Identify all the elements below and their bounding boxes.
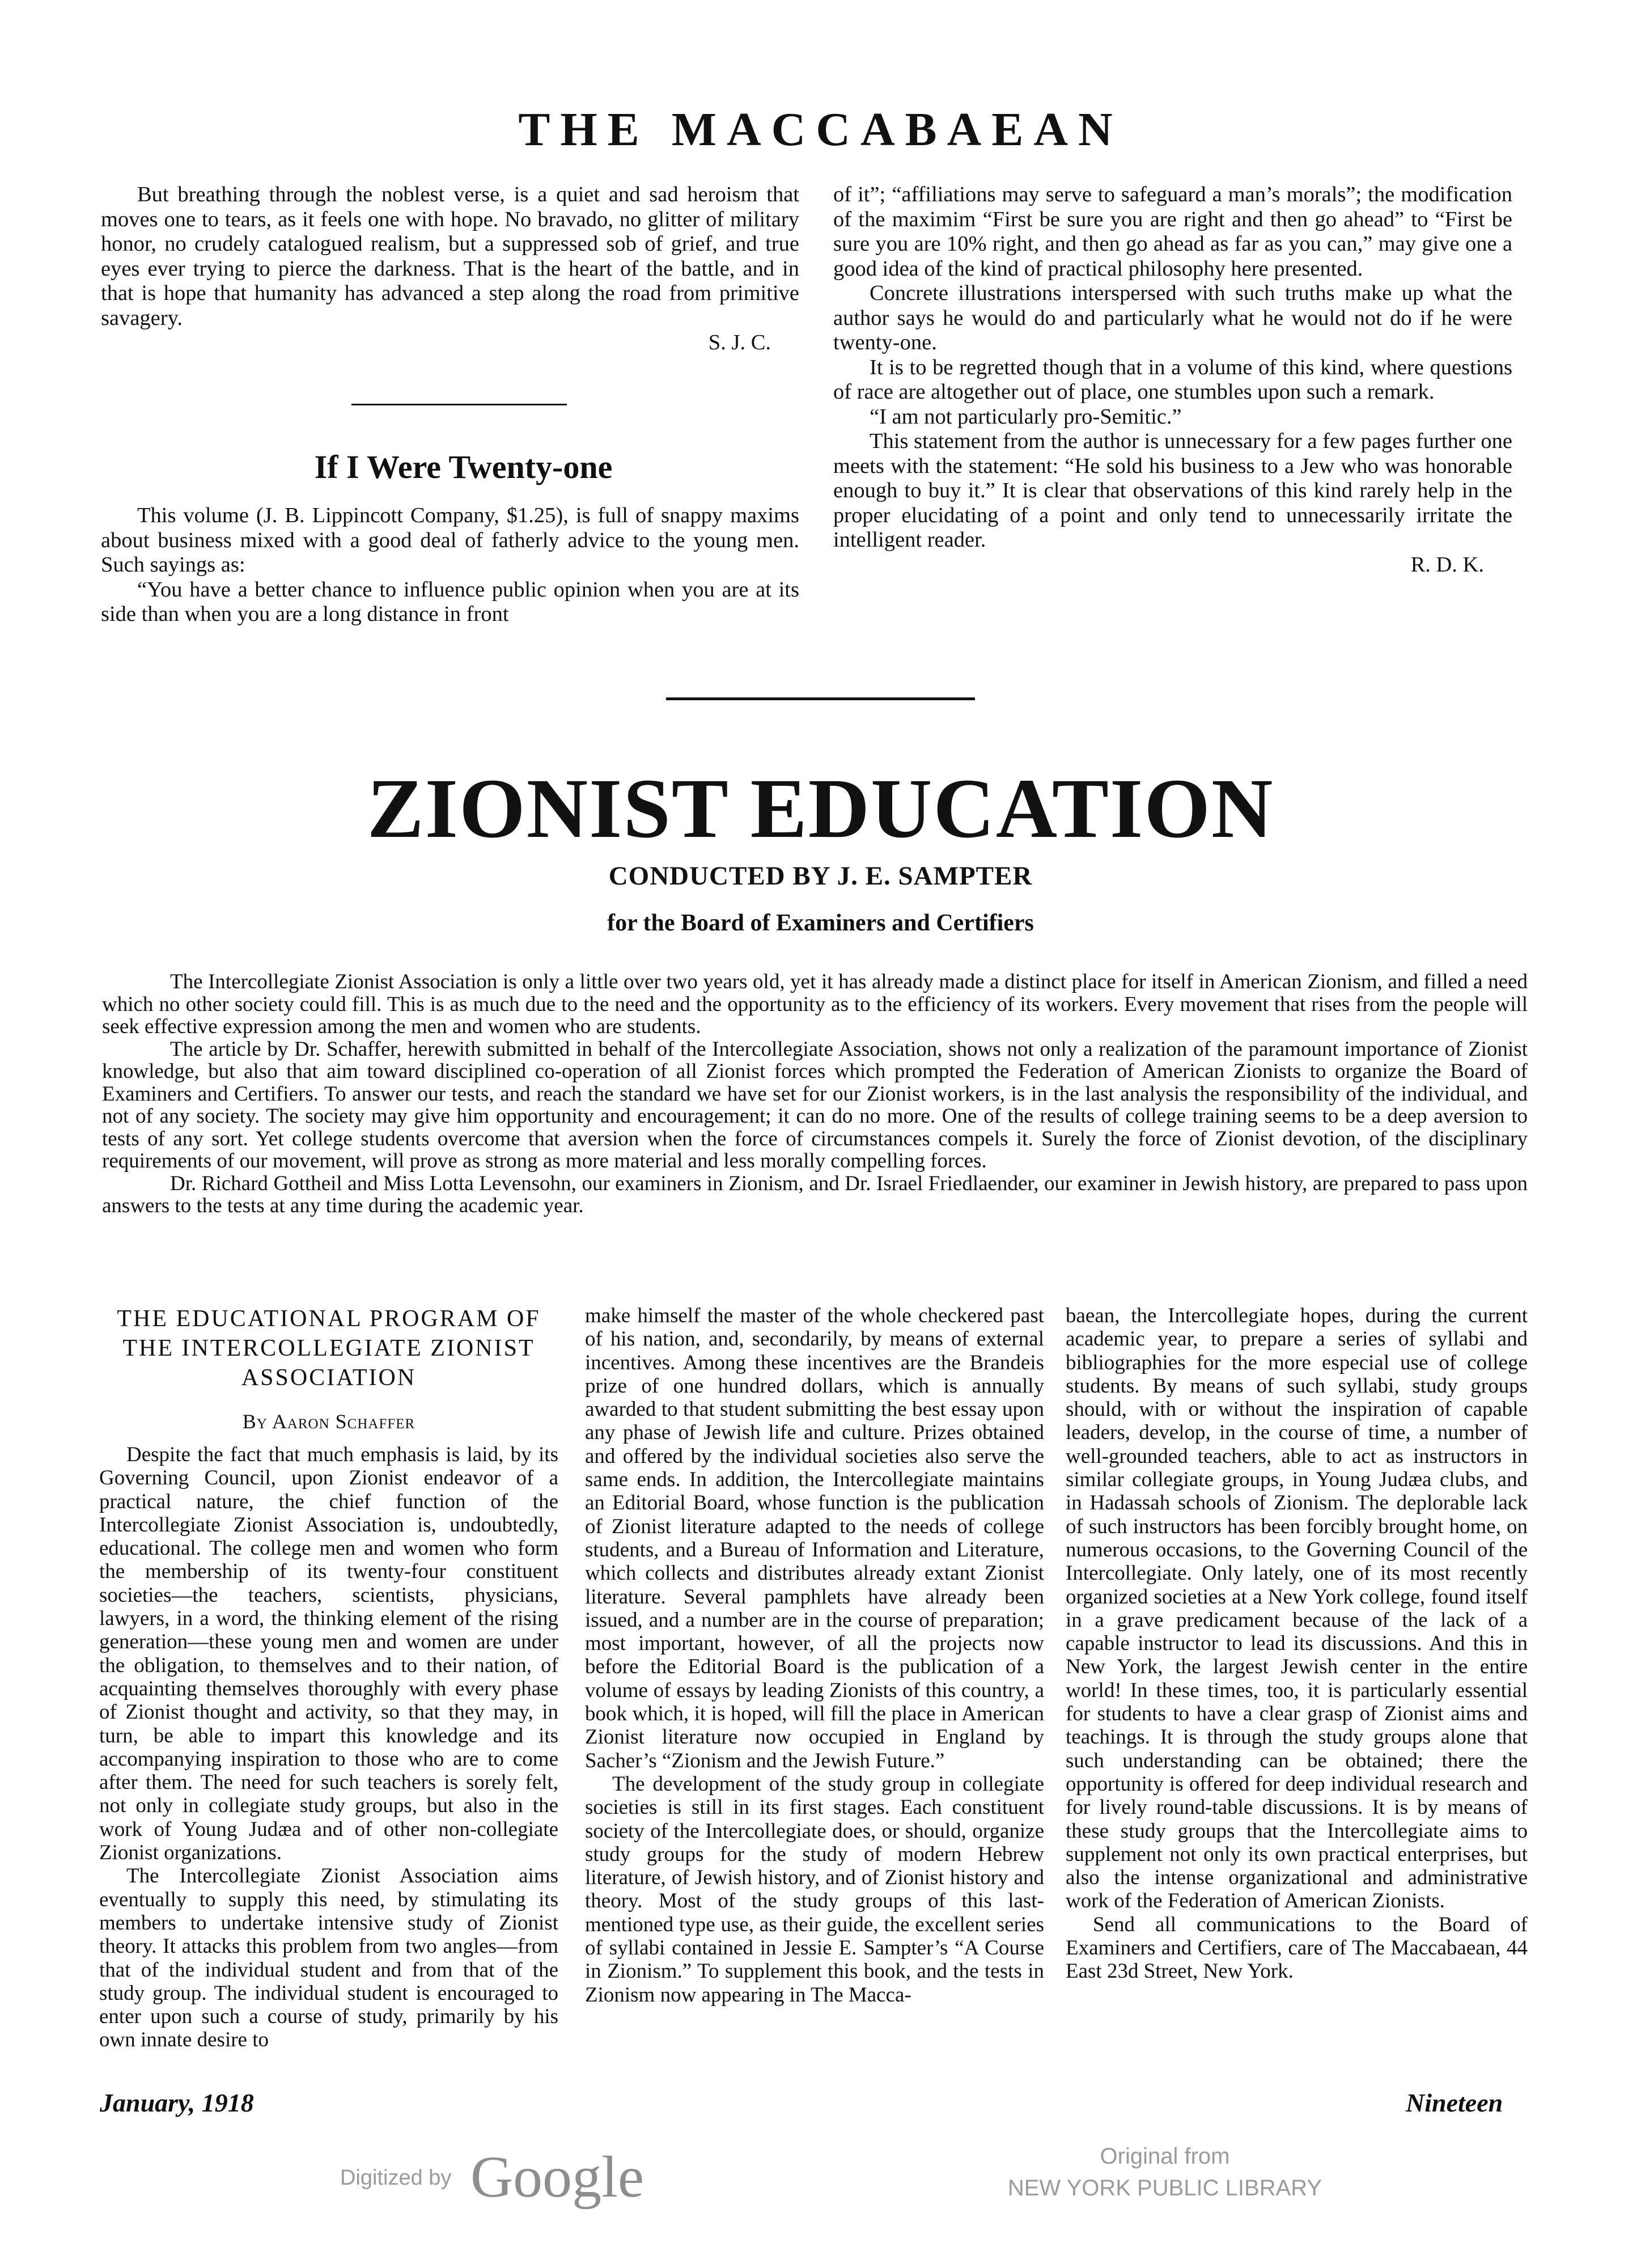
library-credit-line: NEW YORK PUBLIC LIBRARY xyxy=(1007,2176,1322,2201)
article-paragraph: Despite the fact that much emphasis is laid, by its Governing Council, upon Zionist endeavor of a practical nature, the chief function of the Intercollegiate Zionist Association is, undoubtedly, educational. The college men and women who form the membership of its twenty-four constituent societies—the teachers, scientists, physicians, lawyers, in a word, the thinking element of the rising generation—these young men and women are under the obligation, to themselves and to their nation, of acquainting themselves thoroughly with every phase of Zionist thought and activity, so that they may, in turn, be able to impart this knowledge and its accompanying inspiration to those who are to come after them. The need for such teachers is sorely felt, not only in collegiate study groups, but also in the work of Young Judæa and of other non-collegiate Zionist organizations. xyxy=(99,1443,558,1865)
review-two-right-paragraph: This statement from the author is unnecessary for a few pages further one meets with the statement: “He sold his business to a Jew who was honorable enough to buy it.” It is clear that observations of this kind rarely help in the proper elucidating of a point and only tend to unnecessarily irritate the intelligent reader. xyxy=(833,429,1512,552)
divider-short xyxy=(351,404,567,405)
review-two-left-paragraph: This volume (J. B. Lippincott Company, $1.25), is full of snappy maxims about business mixed with a good deal of fatherly advice to the young men. Such sayings as: xyxy=(101,503,799,577)
review-two-signature: R. D. K. xyxy=(1410,552,1484,577)
footer-date: January, 1918 xyxy=(100,2088,254,2117)
library-credit xyxy=(986,2140,1343,2204)
intro-paragraph: The article by Dr. Schaffer, herewith submitted in behalf of the Intercollegiate Association, shows not only a realization of the paramount importance of Zionist knowledge, but also that aim toward disciplined co-operation of all Zionist forces which prompted the Federation of American Zionists to organize the Board of Examiners and Certifiers. To answer our tests, and reach the standard we have set for our Zionist workers, is in the last analysis the responsibility of the individual, and not of any society. The society may give him opportunity and encouragement; it can do no more. One of the results of college training seems to be a deep aversion to tests of any sort. Yet college students overcome that aversion when the force of circumstances compels it. Surely the force of Zionist devotion, of the disciplinary requirements of our movement, will prove as strong as more material and less morally compelling forces. xyxy=(102,1037,1528,1173)
intro-paragraph: The Intercollegiate Zionist Association is only a little over two years old, yet it has already made a distinct place for itself in American Zionism, and filled a need which no other society could fill. This is as much due to the need and the opportunity as to the efficiency of its workers. Every movement that rises from the people will seek effective expression among the men and women who are students. xyxy=(102,970,1528,1038)
article-column-3 xyxy=(1066,1304,1528,1983)
review-two-right xyxy=(833,183,1512,577)
review-two-left xyxy=(101,503,799,627)
article-paragraph: The development of the study group in collegiate societies is still in its first stages. Each constituent society of the Intercollegiate does, or should, organize study groups for the study of modern Hebrew literature, of Jewish history, and of Zionist history and theory. Most of the study groups of this last-mentioned type use, as their guide, the excellent series of syllabi contained in Jessie E. Sampter’s “A Course in Zionism.” To supplement this book, and the tests in Zionism now appearing in The Macca- xyxy=(585,1772,1044,2007)
review-one xyxy=(101,183,799,356)
article-title-line: ASSOCIATION xyxy=(241,1365,417,1391)
review-two-right-paragraph: Concrete illustrations interspersed with such truths make up what the author says he would do and particularly what he would not do if he were twenty-one. xyxy=(833,281,1512,354)
section-intro xyxy=(102,971,1528,1217)
article-paragraph: baean, the Intercollegiate hopes, during the current academic year, to prepare a series of syllabi and bibliographies for the more especial use of college students. By means of such syllabi, study groups should, with or without the inspiration of capable leaders, develop, in the course of time, a number of well-grounded teachers, able to act as instructors in similar collegiate groups, in Young Judæa clubs, and in Hadassah schools of Zionism. The deplorable lack of such instructors has been forcibly brought home, on numerous occasions, to the Governing Council of the Intercollegiate. Only lately, one of its most recently organized societies at a New York college, found itself in a grave predicament because of the lack of a capable instructor to lead its discussions. And this in New York, the largest Jewish center in the entire world! In these times, too, it is particularly essential for students to have a clear grasp of Zionist aims and teachings. It is through the study groups alone that such understanding can be obtained; there the opportunity is offered for deep individual research and for lively round-table discussions. It is by means of these study groups that the Intercollegiate aims to supplement not only its own practical enterprises, but also the intense organizational and administrative work of the Federation of American Zionists. xyxy=(1066,1304,1528,1913)
review-two-right-paragraph: “I am not particularly pro-Semitic.” xyxy=(870,404,1182,429)
article-column-2 xyxy=(585,1304,1044,2007)
article-title-line: THE INTERCOLLEGIATE ZIONIST xyxy=(122,1335,535,1361)
masthead: THE MACCABAEAN xyxy=(518,103,1123,156)
review-one-signature-row xyxy=(101,331,799,356)
article-title xyxy=(99,1304,558,1393)
footer-page-number: Nineteen xyxy=(1406,2088,1503,2117)
library-credit-line: Original from xyxy=(1100,2144,1230,2169)
google-logo: Google xyxy=(470,2144,644,2210)
section-title: ZIONIST EDUCATION xyxy=(367,761,1274,856)
article-paragraph: Send all communications to the Board of Examiners and Certifiers, care of The Maccabaean, 44 East 23d Street, New York. xyxy=(1066,1912,1528,1983)
article-paragraph: The Intercollegiate Zionist Association aims eventually to supply this need, by stimulating its members to undertake intensive study of Zionist theory. It attacks this problem from two angles—from that of the individual student and from that of the study group. The individual student is encouraged to enter upon such a course of study, primarily by his own innate desire to xyxy=(99,1864,558,2052)
divider-section xyxy=(666,697,975,700)
article-paragraph: make himself the master of the whole checkered past of his nation, and, secondarily, by means of external incentives. Among these incentives are the Brandeis prize of one hundred dollars, which is annually awarded to that student submitting the best essay upon any phase of Jewish life and culture. Prizes obtained and offered by the individual societies also serve the same ends. In addition, the Intercollegiate maintains an Editorial Board, whose function is the publication of Zionist literature adapted to the needs of college students, and a Bureau of Information and Literature, which collects and distributes already extant Zionist literature. Several pamphlets have already been issued, and a number are in the course of preparation; most important, however, of all the projects now before the Editorial Board is the publication of a volume of essays by leading Zionists of this country, a book which, it is hoped, will fill the place in American Zionist literature now occupied in England by Sacher’s “Zionism and the Jewish Future.” xyxy=(585,1304,1044,1772)
article-column-1 xyxy=(99,1443,558,2052)
review-two-left-paragraph: “You have a better chance to influence public opinion when you are at its side than when you are a long distance in front xyxy=(101,577,799,626)
review-one-signature: S. J. C. xyxy=(708,331,771,354)
article-title-line: THE EDUCATIONAL PROGRAM OF xyxy=(117,1306,541,1332)
section-conducted-by: CONDUCTED BY J. E. SAMPTER xyxy=(608,861,1033,891)
article-byline: By Aaron Schaffer xyxy=(242,1410,415,1433)
digitized-by-label: Digitized by xyxy=(340,2166,452,2190)
intro-paragraph: Dr. Richard Gottheil and Miss Lotta Levensohn, our examiners in Zionism, and Dr. Israel Friedlaender, our examiner in Jewish history, are prepared to pass upon answers to the tests at any time during the academic year. xyxy=(102,1171,1528,1217)
review-two-right-paragraph: of it”; “affiliations may serve to safeguard a man’s morals”; the modification of the maximim “First be sure you are right and then go ahead” to “First be sure you are 10% right, and then go ahead as far as you can,” may give one a good idea of the kind of practical philosophy here presented. xyxy=(833,183,1512,281)
review-two-signature-row xyxy=(833,553,1512,578)
article-header xyxy=(99,1304,558,1433)
section-board: for the Board of Examiners and Certifiers xyxy=(607,910,1034,936)
review-two-right-paragraph: It is to be regretted though that in a volume of this kind, where questions of race are altogether out of place, one stumbles upon such a remark. xyxy=(833,355,1512,404)
review-one-paragraph: But breathing through the noblest verse, is a quiet and sad heroism that moves one to tears, as it feels one with hope. No bravado, no glitter of military honor, no crudely catalogued realism, but a suppressed sob of grief, and true eyes ever trying to pierce the darkness. That is the heart of the battle, and in that is hope that humanity has advanced a step along the road from primitive savagery. xyxy=(101,183,799,330)
review-two-title: If I Were Twenty-one xyxy=(314,448,613,485)
